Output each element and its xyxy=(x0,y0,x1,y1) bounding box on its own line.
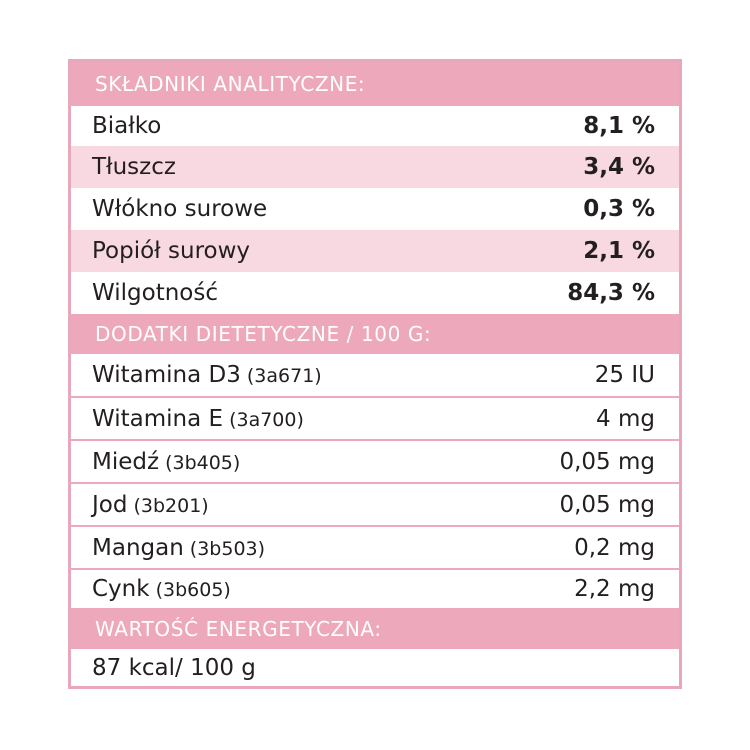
row-value: 2,2 mg xyxy=(574,576,655,602)
additive-code: (3b605) xyxy=(155,579,231,601)
section-header-energy xyxy=(71,608,679,649)
row-value: 0,05 mg xyxy=(559,448,655,475)
table-row xyxy=(71,396,679,439)
row-label: Popiół surowy xyxy=(92,238,251,264)
section-header-analytical xyxy=(71,62,679,106)
row-value: 0,05 mg xyxy=(559,491,655,518)
row-label xyxy=(92,449,559,475)
table-row xyxy=(71,439,679,482)
table-row xyxy=(71,230,679,272)
row-label xyxy=(92,535,574,561)
energy-value: 87 kcal/ 100 g xyxy=(92,654,256,681)
table-row xyxy=(71,188,679,230)
row-label: Włókno surowe xyxy=(92,196,268,222)
additive-name: Jod xyxy=(92,491,128,518)
additive-name: Miedź xyxy=(92,448,160,475)
table-row xyxy=(71,272,679,314)
table-row xyxy=(71,482,679,525)
row-label xyxy=(92,492,559,518)
additive-code: (3b201) xyxy=(133,494,209,517)
section-header-additives xyxy=(71,314,679,354)
table-row xyxy=(71,525,679,568)
additive-code: (3b405) xyxy=(165,451,241,474)
table-row xyxy=(71,106,679,146)
table-row xyxy=(71,354,679,396)
row-value: 25 IU xyxy=(594,362,655,388)
row-label: Białko xyxy=(92,113,162,139)
row-value: 8,1 % xyxy=(583,113,655,139)
additive-name: Witamina E xyxy=(92,405,224,432)
row-label: Tłuszcz xyxy=(92,154,176,180)
additive-name: Cynk xyxy=(92,576,150,602)
row-value: 84,3 % xyxy=(567,280,655,306)
row-value: 4 mg xyxy=(596,405,655,432)
row-label: Wilgotność xyxy=(92,280,218,306)
additive-code: (3a700) xyxy=(229,408,304,431)
row-label xyxy=(92,362,595,388)
additive-name: Witamina D3 xyxy=(92,362,241,388)
additive-name: Mangan xyxy=(92,534,184,561)
additive-code: (3b503) xyxy=(189,537,266,560)
nutrition-table xyxy=(68,59,682,689)
section-title-additives: DODATKI DIETETYCZNE / 100 G: xyxy=(95,322,432,346)
section-title-energy: WARTOŚĆ ENERGETYCZNA: xyxy=(95,616,382,641)
row-label xyxy=(92,576,574,602)
row-label xyxy=(92,406,596,432)
additive-code: (3a671) xyxy=(246,365,322,387)
row-value: 0,2 mg xyxy=(574,534,655,561)
table-row xyxy=(71,146,679,188)
row-value: 3,4 % xyxy=(583,154,655,180)
row-value: 0,3 % xyxy=(583,196,655,222)
table-row xyxy=(71,568,679,608)
section-title-analytical: SKŁADNIKI ANALITYCZNE: xyxy=(95,72,366,96)
row-value: 2,1 % xyxy=(583,238,655,264)
energy-row xyxy=(71,649,679,686)
